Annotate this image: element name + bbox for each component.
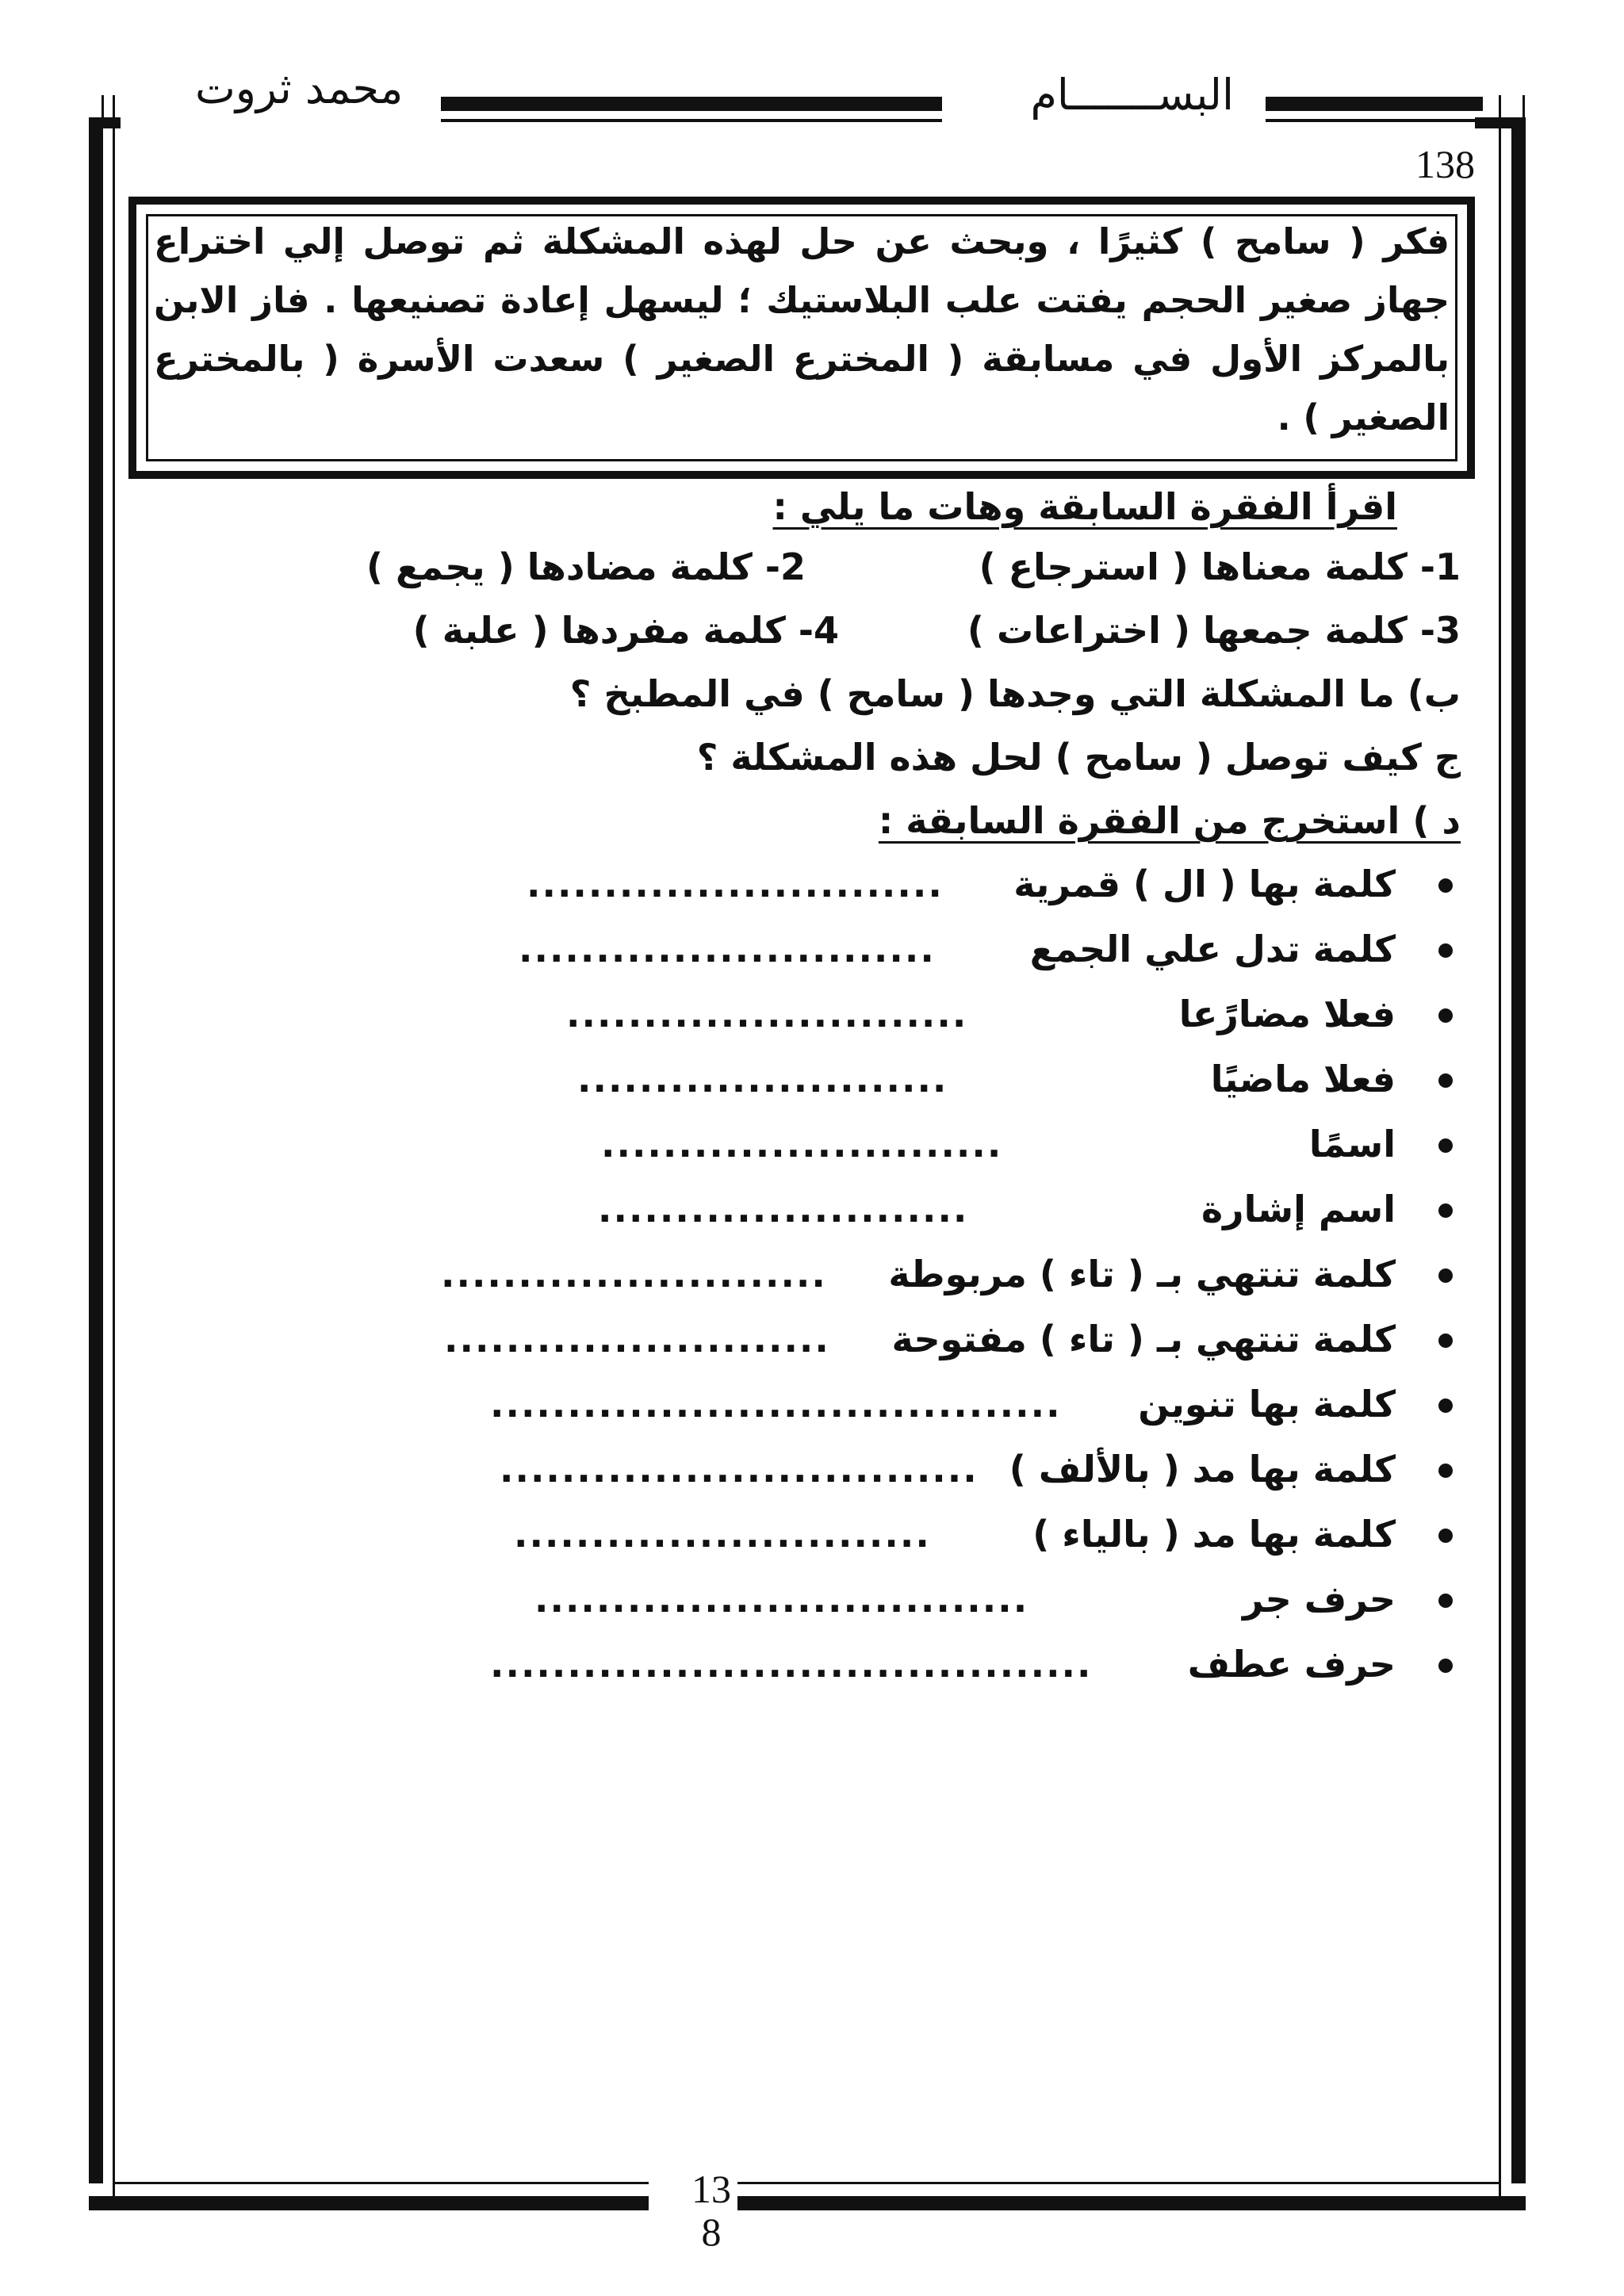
question-b: ب) ما المشكلة التي وجدها ( سامح ) في المطبخ ؟ — [569, 672, 1461, 715]
answer-blank[interactable]: ........................... — [514, 1513, 931, 1556]
answer-blank[interactable]: ......................... — [441, 1253, 827, 1295]
bullet-icon — [1438, 878, 1453, 893]
list-item — [1032, 1513, 1396, 1556]
header-rule-middle — [441, 119, 942, 122]
bullet-icon — [1438, 1008, 1453, 1023]
answer-blank[interactable]: ....................................... — [490, 1643, 1093, 1686]
item-label: كلمة بها تنوين — [1138, 1383, 1396, 1425]
answer-blank[interactable]: .......................... — [566, 993, 968, 1035]
item-label: كلمة تدل علي الجمع — [1029, 928, 1396, 970]
list-item — [1013, 863, 1396, 905]
header-rule-right — [1266, 119, 1483, 122]
answer-blank[interactable]: ..................................... — [490, 1383, 1062, 1425]
bullet-icon — [1438, 1073, 1453, 1088]
item-label: كلمة بها مد ( بالياء ) — [1032, 1513, 1396, 1556]
passage-line: فكر ( سامح ) كثيرًا ، وبحث عن حل لهذه المشكلة ثم توصل إلي اختراع — [154, 220, 1450, 262]
answer-blank[interactable]: ......................... — [444, 1318, 830, 1360]
question-4: 4- كلمة مفردها ( علبة ) — [412, 609, 839, 652]
bullet-icon — [1438, 1399, 1453, 1413]
bullet-icon — [1438, 1203, 1453, 1218]
list-item — [1211, 1058, 1396, 1100]
list-item — [1030, 928, 1396, 970]
header-title: البســـــــام — [1030, 70, 1234, 120]
frame-left-thick — [89, 122, 103, 2183]
page-number: 138 — [1415, 142, 1475, 186]
list-item — [892, 1318, 1396, 1360]
header-bar-middle — [441, 97, 942, 111]
item-label: اسم إشارة — [1201, 1188, 1396, 1230]
list-item — [1243, 1578, 1396, 1621]
instruction-heading: اقرأ الفقرة السابقة وهات ما يلي : — [772, 485, 1397, 528]
bullet-icon — [1438, 943, 1453, 958]
frame-right-thin — [1499, 95, 1501, 2196]
bullet-icon — [1438, 1464, 1453, 1478]
item-label: كلمة تنتهي بـ ( تاء ) مفتوحة — [891, 1318, 1396, 1360]
passage-line: جهاز صغير الحجم يفتت علب البلاستيك ؛ ليسهل إعادة تصنيعها . فاز الابن — [154, 279, 1450, 321]
list-item — [1009, 1448, 1396, 1490]
question-3: 3- كلمة جمعها ( اختراعات ) — [967, 609, 1461, 652]
item-label: كلمة بها مد ( بالألف ) — [1009, 1448, 1396, 1490]
question-2: 2- كلمة مضادها ( يجمع ) — [366, 545, 806, 588]
bullet-icon — [1438, 1594, 1453, 1608]
answer-blank[interactable]: ........................... — [519, 928, 936, 970]
bullet-icon — [1438, 1138, 1453, 1153]
list-item — [888, 1253, 1396, 1295]
answer-blank[interactable]: ........................... — [527, 863, 944, 905]
frame-bottom-left-thick — [89, 2196, 649, 2210]
passage-line: الصغير ) . — [1277, 396, 1450, 438]
item-label: فعلا ماضيًا — [1210, 1058, 1396, 1100]
frame-bottom-right-thin — [737, 2182, 1500, 2184]
question-1: 1- كلمة معناها ( استرجاع ) — [979, 545, 1461, 588]
list-item — [1201, 1188, 1396, 1230]
frame-top-left-corner — [89, 117, 121, 128]
frame-left-thin — [113, 95, 115, 2196]
bullet-icon — [1438, 1269, 1453, 1283]
list-item — [1188, 1643, 1396, 1686]
item-label: فعلا مضارًعا — [1178, 993, 1396, 1035]
list-item — [1309, 1123, 1396, 1165]
question-d: د ) استخرج من الفقرة السابقة : — [878, 799, 1461, 842]
passage-box — [128, 197, 1475, 479]
item-label: حرف جر — [1243, 1578, 1396, 1621]
answer-blank[interactable]: .......................... — [601, 1123, 1003, 1165]
answer-blank[interactable]: ........................ — [577, 1058, 948, 1100]
list-item — [1138, 1383, 1396, 1425]
frame-bottom-left-thin — [113, 2182, 649, 2184]
header-bar-right — [1266, 97, 1483, 111]
frame-bottom-right-thick — [737, 2196, 1526, 2210]
item-label: اسمًا — [1308, 1123, 1396, 1165]
bullet-icon — [1438, 1659, 1453, 1673]
answer-blank[interactable]: ........................ — [598, 1188, 969, 1230]
header-author: محمد ثروت — [195, 63, 404, 113]
bullet-icon — [1438, 1334, 1453, 1348]
frame-right-thick — [1511, 122, 1526, 2183]
question-c: ج كيف توصل ( سامح ) لحل هذه المشكلة ؟ — [696, 736, 1461, 779]
footer-page-number: 13 — [691, 2167, 731, 2211]
footer-page-number-wrap: 8 — [701, 2210, 722, 2254]
item-label: كلمة تنتهي بـ ( تاء ) مربوطة — [888, 1253, 1396, 1295]
passage-line: بالمركز الأول في مسابقة ( المخترع الصغير ) سعدت الأسرة ( بالمخترع — [154, 338, 1450, 380]
item-label: كلمة بها ( ال ) قمرية — [1013, 863, 1396, 905]
list-item — [1179, 993, 1396, 1035]
answer-blank[interactable]: ............................... — [500, 1448, 979, 1490]
bullet-icon — [1438, 1529, 1453, 1543]
item-label: حرف عطف — [1187, 1643, 1396, 1686]
answer-blank[interactable]: ................................ — [534, 1578, 1029, 1621]
